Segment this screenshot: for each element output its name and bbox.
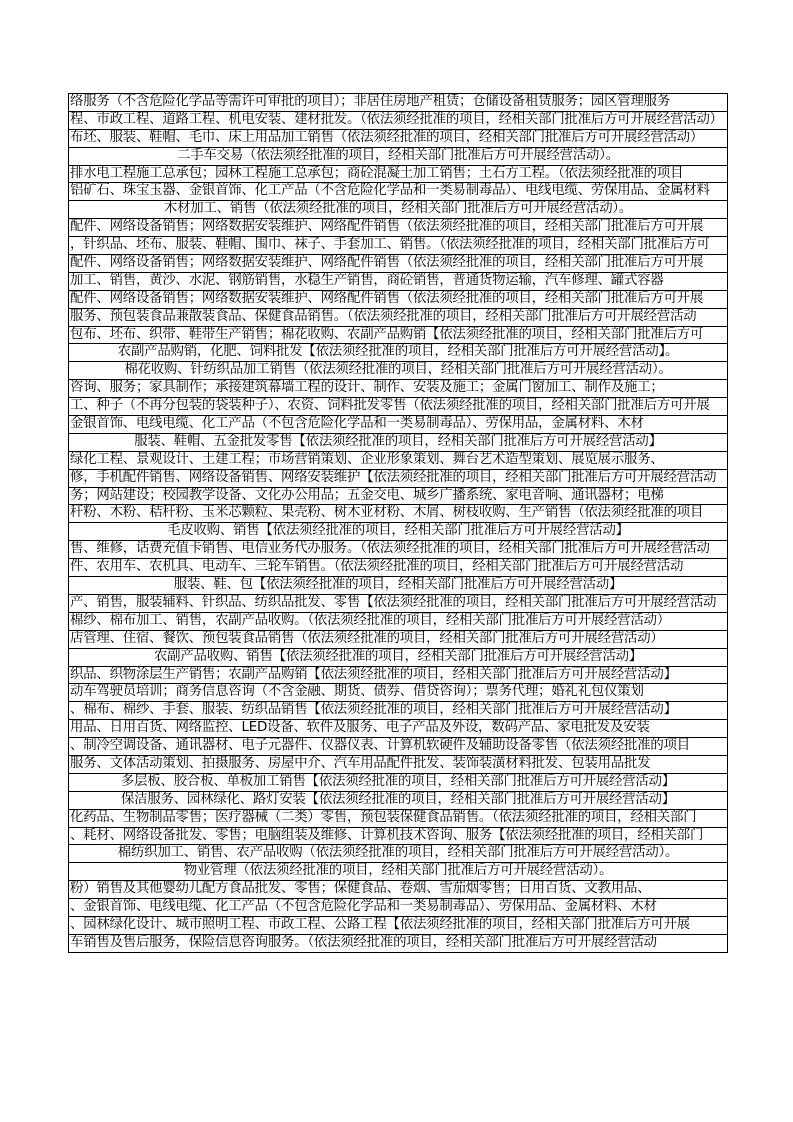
table-cell: 布坯、服装、鞋帽、毛巾、床上用品加工销售（依法须经批准的项目，经相关部门批准后方可开展经营活动） bbox=[69, 130, 727, 148]
table-cell: 铝矿石、珠宝玉器、金银首饰、化工产品（不含危险化学品和一类易制毒品）、电线电缆、劳保用品、金属材料 bbox=[69, 183, 727, 201]
table-cell: 务；网站建设；校园教学设备、文化办公用品；五金交电、城乡广播系统、家电音响、通讯器材；电梯 bbox=[69, 488, 727, 506]
table-cell: 、制冷空调设备、通讯器材、电子元器件、仪器仪表、计算机软硬件及辅助设备零售（依法须经批准的项目 bbox=[69, 738, 727, 756]
table-cell: 加工、销售，黄沙、水泥、钢筋销售，水稳生产销售，商砼销售，普通货物运输，汽车修理、罐式容器 bbox=[69, 273, 727, 291]
table-cell: 服务、文体活动策划、拍摄服务、房屋中介、汽车用品配件批发、装饰装潢材料批发、包装用品批发 bbox=[69, 756, 727, 774]
table-cell: 毛皮收购、销售【依法须经批准的项目，经相关部门批准后方可开展经营活动】 bbox=[69, 523, 727, 541]
table-cell: 木材加工、销售（依法须经批准的项目，经相关部门批准后方可开展经营活动）。 bbox=[69, 201, 727, 219]
table-cell: 二手车交易（依法须经批准的项目，经相关部门批准后方可开展经营活动）。 bbox=[69, 148, 727, 166]
table-cell: 化药品、生物制品零售；医疗器械（二类）零售，预包装保健食品销售。（依法须经批准的项目，经相关部门 bbox=[69, 810, 727, 828]
table-cell: 金银首饰、电线电缆、化工产品（不包含危险化学品和一类易制毒品）、劳保用品，金属材料、木材 bbox=[69, 416, 727, 434]
table-cell: ，针织品、坯布、服装、鞋帽、围巾、袜子、手套加工、销售。（依法须经批准的项目，经相关部门批准后方可 bbox=[69, 237, 727, 255]
table-cell: 绿化工程、景观设计、土建工程；市场营销策划、企业形象策划、舞台艺术造型策划、展览展示服务、 bbox=[69, 452, 727, 470]
table-cell: 配件、网络设备销售；网络数据安装维护、网络配件销售（依法须经批准的项目，经相关部门批准后方可开展 bbox=[69, 291, 727, 309]
table-cell: 件、农用车、农机具、电动车、三轮车销售。（依法须经批准的项目，经相关部门批准后方可开展经营活动 bbox=[69, 559, 727, 577]
table-cell: 服装、鞋帽、五金批发零售【依法须经批准的项目，经相关部门批准后方可开展经营活动】 bbox=[69, 434, 727, 452]
table-cell: 农副产品收购、销售【依法须经批准的项目，经相关部门批准后方可开展经营活动】 bbox=[69, 649, 727, 667]
table-cell: 物业管理（依法须经批准的项目，经相关部门批准后方可开展经营活动）。 bbox=[69, 863, 727, 881]
table-cell: 车销售及售后服务，保险信息咨询服务。（依法须经批准的项目，经相关部门批准后方可开展经营活动 bbox=[69, 935, 727, 953]
table-cell: 、园林绿化设计、城市照明工程、市政工程、公路工程【依法须经批准的项目，经相关部门批准后方可开展 bbox=[69, 917, 727, 935]
table-cell: 修，手机配件销售、网络设备销售、网络安装维护【依法须经批准的项目，经相关部门批准后方可开展经营活动 bbox=[69, 470, 727, 488]
table-cell: 、金银首饰、电线电缆、化工产品（不包含危险化学品和一类易制毒品）、劳保用品、金属材料、木材 bbox=[69, 899, 727, 917]
table-cell: 织品、织物涂层生产销售；农副产品购销【依法须经批准的项目，经相关部门批准后方可开展经营活动】 bbox=[69, 667, 727, 685]
table-cell: 配件、网络设备销售；网络数据安装维护、网络配件销售（依法须经批准的项目，经相关部门批准后方可开展 bbox=[69, 255, 727, 273]
table-cell: 程、市政工程、道路工程、机电安装、建材批发。（依法须经批准的项目，经相关部门批准后方可开展经营活动） bbox=[69, 112, 727, 130]
table-cell: 农副产品购销，化肥、饲料批发【依法须经批准的项目，经相关部门批准后方可开展经营活动】。 bbox=[69, 344, 727, 362]
table-cell: 工、种子（不再分包装的袋装种子）、农资、饲料批发零售（依法须经批准的项目，经相关部门批准后方可开展 bbox=[69, 398, 727, 416]
table-cell: 棉纺织加工、销售、农产品收购（依法须经批准的项目，经相关部门批准后方可开展经营活动）。 bbox=[69, 845, 727, 863]
table-cell: 咨询、服务；家具制作；承接建筑幕墙工程的设计、制作、安装及施工；金属门窗加工、制作及施工； bbox=[69, 380, 727, 398]
table-cell: 店管理、住宿、餐饮、预包装食品销售（依法须经批准的项目，经相关部门批准后方可开展经营活动） bbox=[69, 631, 727, 649]
table-cell: 排水电工程施工总承包；园林工程施工总承包；商砼混凝土加工销售；土石方工程。（依法须经批准的项目 bbox=[69, 166, 727, 184]
table-cell: 保洁服务、园林绿化、路灯安装【依法须经批准的项目，经相关部门批准后方可开展经营活动】 bbox=[69, 792, 727, 810]
table-cell: 棉纱、棉布加工、销售，农副产品收购。（依法须经批准的项目，经相关部门批准后方可开展经营活动） bbox=[69, 613, 727, 631]
table-cell: 棉花收购、针纺织品加工销售（依法须经批准的项目，经相关部门批准后方可开展经营活动）。 bbox=[69, 362, 727, 380]
table-cell: 用品、日用百货、网络监控、LED设备、软件及服务、电子产品及外设，数码产品、家电批发及安装 bbox=[69, 720, 727, 738]
table-cell: 络服务（不含危险化学品等需许可审批的项目）；非居住房地产租赁；仓储设备租赁服务；园区管理服务 bbox=[69, 94, 727, 112]
table-cell: 包布、坯布、织带、鞋带生产销售；棉花收购、农副产品购销【依法须经批准的项目，经相关部门批准后方可 bbox=[69, 327, 727, 345]
table-cell: 售、维修，话费充值卡销售、电信业务代办服务。（依法须经批准的项目，经相关部门批准后方可开展经营活动 bbox=[69, 541, 727, 559]
table-cell: 服装、鞋、包【依法须经批准的项目，经相关部门批准后方可开展经营活动】 bbox=[69, 577, 727, 595]
table-cell: 、耗材、网络设备批发、零售；电脑组装及维修、计算机技术咨询、服务【依法须经批准的项目，经相关部门 bbox=[69, 828, 727, 846]
table-cell: 秆粉、木粉、秸秆粉、玉米芯颗粒、果壳粉、树木亚材粉、木屑、树枝收购、生产销售（依法须经批准的项目 bbox=[69, 505, 727, 523]
table-cell: 、棉布、棉纱、手套、服装、纺织品销售【依法须经批准的项目，经相关部门批准后方可开展经营活动】 bbox=[69, 702, 727, 720]
spreadsheet-column bbox=[68, 93, 728, 953]
table-cell: 配件、网络设备销售；网络数据安装维护、网络配件销售（依法须经批准的项目，经相关部门批准后方可开展 bbox=[69, 219, 727, 237]
table-cell: 多层板、胶合板、单板加工销售【依法须经批准的项目，经相关部门批准后方可开展经营活动】 bbox=[69, 774, 727, 792]
table-cell: 服务、预包装食品兼散装食品、保健食品销售。（依法须经批准的项目，经相关部门批准后方可开展经营活动 bbox=[69, 309, 727, 327]
table-cell: 粉）销售及其他婴幼儿配方食品批发、零售；保健食品、卷烟、雪茄烟零售；日用百货、文教用品、 bbox=[69, 881, 727, 899]
table-cell: 动车驾驶员培训；商务信息咨询（不含金融、期货、债券、借贷咨询）；票务代理；婚礼礼包仪策划 bbox=[69, 684, 727, 702]
table-cell: 产、销售，服装辅料、针织品、纺织品批发、零售【依法须经批准的项目，经相关部门批准后方可开展经营活动 bbox=[69, 595, 727, 613]
